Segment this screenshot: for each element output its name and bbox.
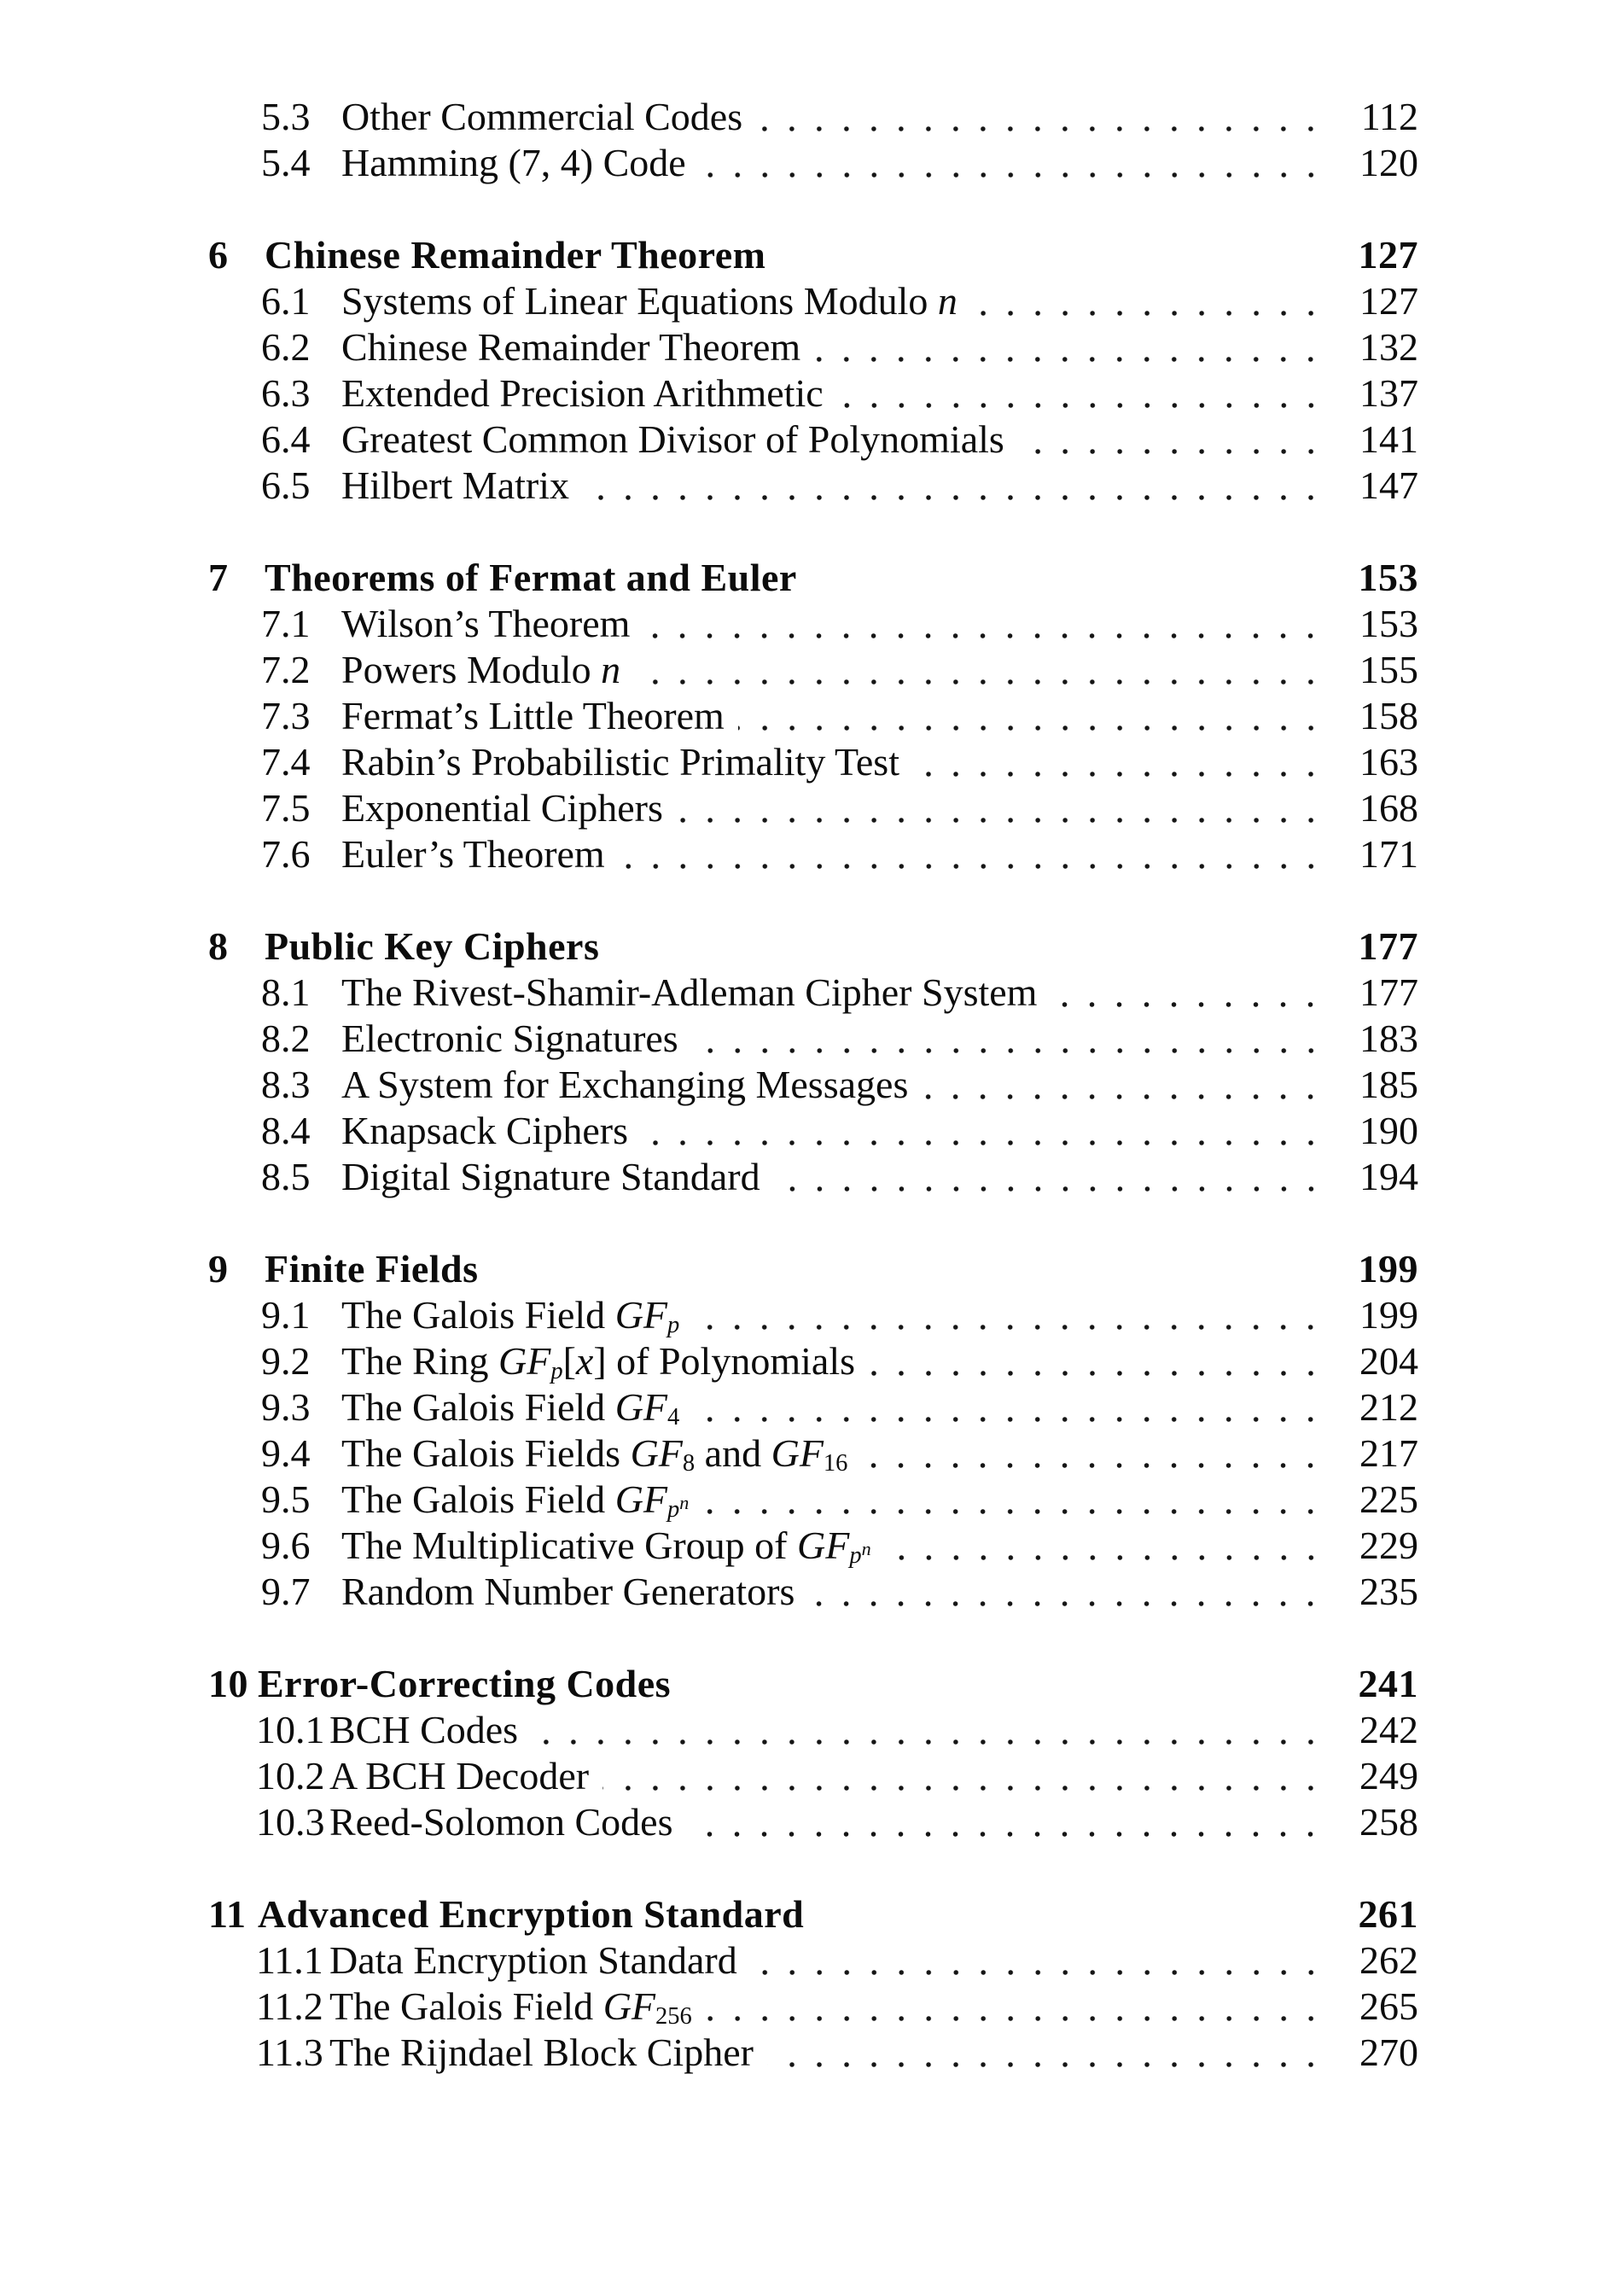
page-number: 127 [1359,279,1418,323]
page-number: 190 [1359,1109,1418,1152]
entry-title [265,1246,479,1292]
page-number: 163 [1359,740,1418,784]
entry-number: 6.1 [261,279,311,323]
entry-number: 5.3 [261,95,311,138]
toc-section-row [0,1016,1418,1062]
entry-title-part: Theorems of Fermat and Euler [265,556,797,599]
entry-title-part: The Rivest-Shamir-Adleman Cipher System [341,970,1038,1014]
entry-number: 9.2 [261,1339,311,1383]
page-number: 241 [1358,1662,1418,1705]
entry-number: 7.6 [261,832,311,876]
entry-number: 8.4 [261,1109,311,1152]
entry-title-part: Fermat’s Little Theorem [341,694,725,737]
entry-title-part: A BCH Decoder [329,1754,590,1797]
entry-number: 11 [208,1892,247,1936]
entry-title [341,1569,795,1615]
toc-section-row [0,785,1418,831]
dot-leader [811,587,1324,592]
dot-leader [692,1048,1324,1053]
entry-title-part: GF [797,1524,850,1567]
dot-leader [818,1924,1324,1929]
entry-title-part: Hamming (7, 4) Code [341,141,686,184]
toc-section-row [0,970,1418,1016]
entry-title-part: p [667,1496,680,1524]
entry-title-part: GF [602,1984,656,2028]
dot-leader [686,1832,1324,1837]
page-number: 120 [1359,141,1418,184]
dot-leader [693,1417,1324,1422]
dot-leader [677,818,1324,823]
entry-title-part: n [679,1492,690,1514]
dot-leader [583,495,1324,500]
entry-title [329,1707,518,1753]
entry-title-part: The Galois Fields [341,1431,631,1475]
entry-title-part: GF [614,1385,668,1429]
dot-leader [808,1601,1324,1606]
entry-number: 9.7 [261,1570,311,1613]
toc-section-row [0,463,1418,509]
page-number: 141 [1359,417,1418,461]
entry-title-part: Electronic Signatures [341,1017,678,1060]
entry-title [341,370,824,417]
page-number: 199 [1359,1293,1418,1337]
page-number: 132 [1359,325,1418,369]
page-number: 158 [1359,694,1418,737]
entry-title [341,463,569,509]
toc-section-row [0,1108,1418,1154]
toc-section-row [0,140,1418,186]
entry-title-part: Powers Modulo [341,648,602,691]
entry-title-part: The Ring [341,1339,498,1383]
entry-title-part: Chinese Remainder Theorem [341,325,801,369]
entry-title [341,417,1004,463]
dot-leader [1051,1002,1324,1007]
entry-number: 9.1 [261,1293,311,1337]
entry-number: 8.3 [261,1063,311,1106]
entry-title-part: Extended Precision Arithmetic [341,371,824,415]
toc-section-row [0,1338,1418,1384]
entry-title-part: The Multiplicative Group of [341,1524,797,1567]
entry-number: 8.2 [261,1017,311,1060]
dot-leader [613,956,1324,961]
entry-title [341,140,686,186]
entry-number: 11.1 [256,1938,323,1982]
dot-leader [684,1693,1324,1698]
entry-title [341,1154,760,1200]
entry-number: 10.2 [256,1754,325,1797]
toc-section-row [0,370,1418,417]
page-number: 153 [1359,602,1418,645]
entry-title-part: GF [630,1431,683,1475]
toc-section-row [0,1707,1418,1753]
entry-title-part: Reed-Solomon Codes [329,1800,673,1844]
entry-title-part: ] [593,1339,607,1383]
toc-section-row [0,693,1418,739]
entry-number: 8.5 [261,1155,311,1198]
toc-list [0,94,1418,2076]
entry-title-part: of Polynomials [606,1339,855,1383]
entry-title-part: Public Key Ciphers [265,924,600,968]
entry-title-part: GF [771,1431,824,1475]
dot-leader [913,772,1324,777]
entry-number: 7.2 [261,648,311,691]
entry-number: 9.6 [261,1524,311,1567]
entry-title-part: n [601,648,621,691]
page-number: 249 [1359,1754,1418,1797]
dot-leader [634,679,1324,685]
toc-section-row [0,1984,1418,2030]
dot-leader [869,1371,1324,1376]
entry-title-part: p [667,1312,680,1339]
entry-number: 9 [208,1247,229,1291]
toc-section-row [0,601,1418,647]
toc-section-row [0,1523,1418,1569]
toc-chapter-row [0,555,1418,601]
entry-title-part: Exponential Ciphers [341,786,663,830]
entry-title [329,1753,589,1799]
dot-leader [492,1279,1324,1284]
toc-section-row [0,324,1418,370]
toc-section-row [0,647,1418,693]
entry-title-part: 256 [655,2003,692,2031]
entry-title-part: Chinese Remainder Theorem [265,233,766,277]
page-number: 225 [1359,1477,1418,1521]
toc-chapter-row [0,1891,1418,1937]
entry-title [341,785,663,831]
dot-leader [885,1555,1324,1560]
entry-title [341,601,630,647]
page-number: 242 [1359,1708,1418,1751]
dot-leader [756,126,1324,131]
entry-number: 6.3 [261,371,311,415]
entry-title-part: Knapsack Ciphers [341,1109,628,1152]
entry-title-part: Data Encryption Standard [329,1938,737,1982]
toc-section-row [0,1430,1418,1477]
page-number: 235 [1359,1570,1418,1613]
toc-section-row [0,417,1418,463]
entry-title-part: Error-Correcting Codes [258,1662,672,1705]
toc-section-row [0,739,1418,785]
page-number: 262 [1359,1938,1418,1982]
toc-section-row [0,1062,1418,1108]
entry-title [329,1799,672,1845]
page-number: 177 [1359,970,1418,1014]
dot-leader [642,1140,1324,1145]
page-number: 171 [1359,832,1418,876]
page-number: 185 [1359,1063,1418,1106]
toc-section-row [0,94,1418,140]
dot-leader [774,1186,1324,1192]
entry-number: 9.4 [261,1431,311,1475]
dot-leader [738,725,1324,731]
page-number: 155 [1359,648,1418,691]
page-number: 127 [1358,233,1418,277]
entry-title [341,1016,678,1062]
dot-leader [693,1325,1324,1330]
page-number: 270 [1359,2031,1418,2074]
entry-title [341,739,899,785]
entry-title [341,94,742,140]
entry-title-part: BCH Codes [329,1708,519,1751]
entry-title [258,1891,804,1937]
entry-number: 11.3 [256,2031,323,2074]
toc-chapter-row [0,1661,1418,1707]
dot-leader [532,1739,1324,1745]
entry-title-part: Random Number Generators [341,1570,795,1613]
dot-leader [1018,449,1324,454]
dot-leader [643,633,1324,638]
entry-title-part: 16 [823,1450,848,1477]
page-number: 265 [1359,1984,1418,2028]
entry-title-part: Advanced Encryption Standard [258,1892,805,1936]
entry-title-part: Systems of Linear Equations Modulo [341,279,938,323]
entry-title [265,924,599,970]
dot-leader [971,311,1324,316]
page-number: 258 [1359,1800,1418,1844]
toc-section-row [0,1569,1418,1615]
entry-title [341,693,725,739]
dot-leader [706,2016,1324,2021]
entry-title-part: GF [614,1293,668,1337]
entry-title [265,555,797,601]
entry-title-part: Other Commercial Codes [341,95,743,138]
toc-section-row [0,278,1418,324]
page-number: 199 [1358,1247,1418,1291]
entry-title-part: Rabin’s Probabilistic Primality Test [341,740,899,784]
entry-title-part: 4 [667,1404,680,1431]
toc-section-row [0,1799,1418,1845]
toc-section-row [0,831,1418,877]
page-number: 112 [1360,95,1418,138]
dot-leader [814,357,1324,362]
entry-number: 7.3 [261,694,311,737]
entry-title-part: Euler’s Theorem [341,832,605,876]
entry-number: 5.4 [261,141,311,184]
entry-title-part: 8 [682,1450,696,1477]
dot-leader [779,265,1324,270]
entry-title-part: Digital Signature Standard [341,1155,760,1198]
toc-section-row [0,1937,1418,1984]
entry-title [341,1108,628,1154]
entry-number: 10.3 [256,1800,325,1844]
entry-title-part: x [575,1339,594,1383]
entry-title [329,1937,737,1984]
dot-leader [702,1509,1324,1514]
entry-title [258,1661,671,1707]
toc-chapter-row [0,924,1418,970]
entry-number: 9.3 [261,1385,311,1429]
entry-number: 7 [208,556,229,599]
entry-number: 10.1 [256,1708,325,1751]
toc-section-row [0,1292,1418,1338]
dot-leader [602,1786,1324,1791]
entry-number: 6 [208,233,229,277]
dot-leader [700,172,1324,178]
page-number: 168 [1359,786,1418,830]
entry-title-part: GF [498,1339,551,1383]
entry-number: 11.2 [256,1984,323,2028]
entry-number: 9.5 [261,1477,311,1521]
page-number: 204 [1359,1339,1418,1383]
toc-section-row [0,2030,1418,2076]
entry-title-part: n [937,279,958,323]
page-number: 153 [1358,556,1418,599]
entry-title [341,324,800,370]
entry-title-part: Greatest Common Divisor of Polynomials [341,417,1004,461]
entry-title [341,1062,908,1108]
entry-title-part: A System for Exchanging Messages [341,1063,909,1106]
entry-number: 8.1 [261,970,311,1014]
entry-title [341,278,958,324]
dot-leader [922,1094,1324,1099]
toc-chapter-row [0,1246,1418,1292]
toc-section-row [0,1154,1418,1200]
entry-title-part: p [849,1542,862,1570]
page-number: 147 [1359,463,1418,507]
entry-title-part: and [695,1431,771,1475]
dot-leader [861,1463,1324,1468]
entry-number: 10 [208,1662,248,1705]
entry-title [341,970,1037,1016]
entry-title-part: The Galois Field [341,1477,615,1521]
entry-title-part: Hilbert Matrix [341,463,569,507]
page-number: 183 [1359,1017,1418,1060]
entry-number: 7.5 [261,786,311,830]
entry-title-part: The Galois Field [341,1293,615,1337]
dot-leader [751,1970,1324,1975]
entry-number: 6.4 [261,417,311,461]
page-number: 229 [1359,1524,1418,1567]
entry-title-part: Wilson’s Theorem [341,602,631,645]
entry-title-part: The Rijndael Block Cipher [329,2031,754,2074]
page-number: 261 [1358,1892,1418,1936]
page-number: 217 [1359,1431,1418,1475]
entry-number: 8 [208,924,229,968]
page-number: 177 [1358,924,1418,968]
entry-title [265,232,765,278]
page-number: 212 [1359,1385,1418,1429]
dot-leader [837,403,1324,408]
entry-title [341,647,620,693]
entry-title-part: p [550,1358,563,1385]
entry-title-part: The Galois Field [341,1385,615,1429]
entry-number: 7.4 [261,740,311,784]
entry-title [329,2030,754,2076]
dot-leader [619,864,1324,869]
entry-title-part: GF [614,1477,668,1521]
toc-section-row [0,1753,1418,1799]
entry-number: 7.1 [261,602,311,645]
page-number: 194 [1359,1155,1418,1198]
entry-title [341,831,605,877]
dot-leader [767,2062,1324,2067]
entry-number: 6.2 [261,325,311,369]
entry-title-part: The Galois Field [329,1984,603,2028]
toc-chapter-row [0,232,1418,278]
entry-number: 6.5 [261,463,311,507]
entry-title-part: Finite Fields [265,1247,479,1291]
page-number: 137 [1359,371,1418,415]
entry-title-part: [ [562,1339,576,1383]
entry-title-part: n [861,1538,871,1560]
